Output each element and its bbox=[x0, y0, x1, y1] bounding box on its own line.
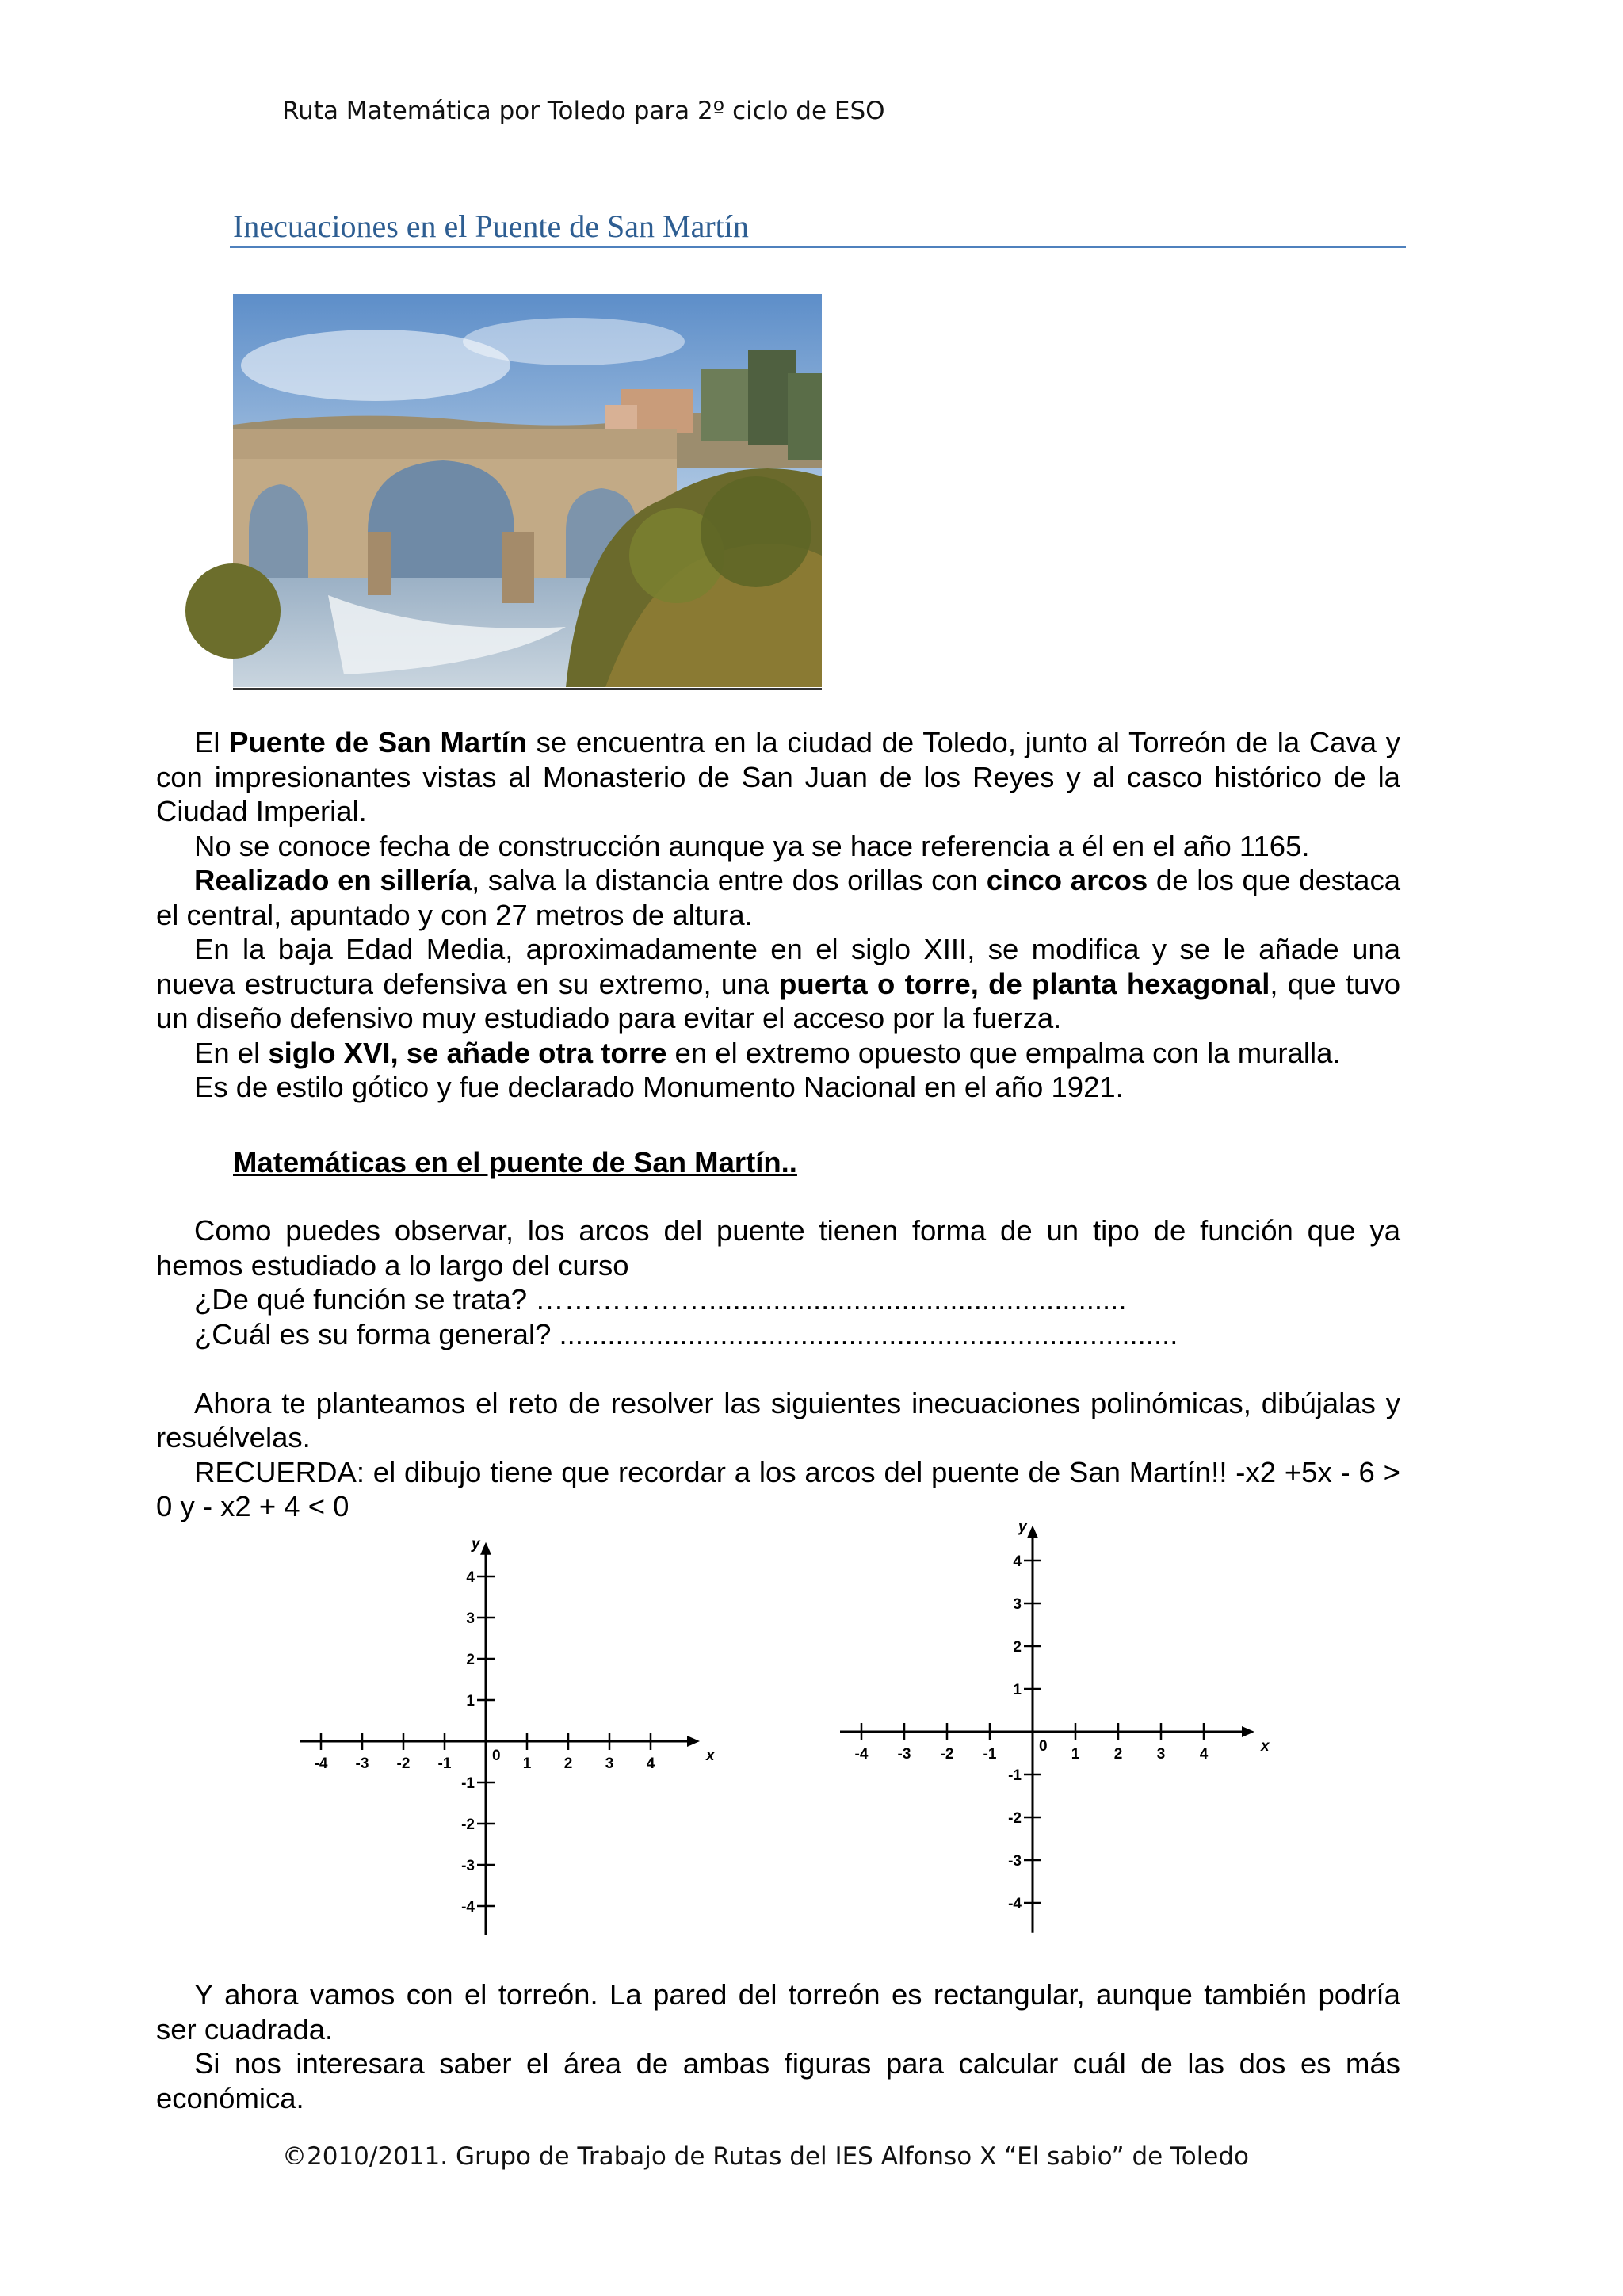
x-tick-label: -1 bbox=[437, 1755, 452, 1772]
intro-paragraph-6: Es de estilo gótico y fue declarado Monumento Nacional en el año 1921. bbox=[194, 1071, 1124, 1103]
intro-paragraph-4: En la baja Edad Media, aproximadamente en el siglo XIII, se modifica y se le añade una nueva estructura defensiva en su extremo, una puerta o torre, de planta hexagonal, que tuvo un diseño defensivo muy estudiado para evitar el acceso por la fuerza. bbox=[156, 933, 1401, 1034]
y-tick-label: -3 bbox=[461, 1858, 475, 1874]
intro-paragraph-5: En el siglo XVI, se añade otra torre en el extremo opuesto que empalma con la muralla. bbox=[194, 1036, 1341, 1069]
y-tick-label: -4 bbox=[461, 1899, 475, 1916]
x-axis-arrow bbox=[687, 1736, 700, 1747]
page-title: Inecuaciones en el Puente de San Martín bbox=[233, 208, 749, 244]
y-tick-label: 4 bbox=[1013, 1553, 1022, 1570]
x-tick-label: 1 bbox=[522, 1755, 532, 1772]
closing-text bbox=[156, 1977, 1400, 2115]
y-axis-arrow bbox=[480, 1542, 491, 1555]
y-tick-label: -2 bbox=[1008, 1810, 1022, 1827]
intro-paragraph-1: El Puente de San Martín se encuentra en la ciudad de Toledo, junto al Torreón de la Cava y con impresionantes vistas al Monasterio de San Juan de los Reyes y al casco histórico de la Ciudad Imperial. bbox=[156, 726, 1400, 827]
y-tick-label: 3 bbox=[466, 1610, 475, 1627]
y-tick-label: -4 bbox=[1008, 1896, 1022, 1912]
x-tick-label: -2 bbox=[940, 1746, 954, 1763]
x-tick-label: 3 bbox=[605, 1755, 614, 1772]
coordinate-axes-right bbox=[820, 1519, 1270, 1942]
question-function-type: ¿De qué función se trata? ……………….................................................... bbox=[194, 1283, 1127, 1316]
y-tick-label: 4 bbox=[466, 1569, 475, 1586]
coordinate-axes-left bbox=[285, 1535, 715, 1942]
x-tick-label: 3 bbox=[1156, 1746, 1166, 1763]
x-axis-label: x bbox=[1261, 1738, 1270, 1755]
math-paragraph-remember: RECUERDA: el dibujo tiene que recordar a los arcos del puente de San Martín!! -x2 +5x - 6 > 0 y - x2 + 4 < 0 bbox=[156, 1455, 1400, 1522]
bridge-illustration bbox=[233, 294, 822, 687]
y-axis-arrow bbox=[1027, 1526, 1038, 1538]
closing-paragraph-1: Y ahora vamos con el torreón. La pared del torreón es rectangular, aunque también podría ser cuadrada. bbox=[156, 1978, 1400, 2046]
intro-text bbox=[156, 725, 1400, 1105]
y-tick-label: 3 bbox=[1013, 1596, 1022, 1613]
y-tick-label: 2 bbox=[466, 1652, 475, 1668]
x-axis-arrow bbox=[1242, 1726, 1254, 1737]
y-tick-label: 1 bbox=[1013, 1682, 1022, 1698]
math-text bbox=[156, 1213, 1400, 1524]
x-axis-label: x bbox=[706, 1748, 715, 1764]
y-tick-label: -2 bbox=[461, 1817, 475, 1833]
y-tick-label: 2 bbox=[1013, 1639, 1022, 1656]
blank-line bbox=[156, 1351, 1400, 1386]
axes-left-group bbox=[300, 1536, 716, 1935]
math-paragraph-challenge: Ahora te planteamos el reto de resolver las siguientes inecuaciones polinómicas, dibújalas y resuélvelas. bbox=[156, 1386, 1400, 1454]
y-tick-label: -3 bbox=[1008, 1853, 1022, 1870]
x-tick-label: 4 bbox=[646, 1755, 655, 1772]
intro-paragraph-3: Realizado en sillería, salva la distancia entre dos orillas con cinco arcos de los que destaca el central, apuntado y con 27 metros de altura. bbox=[156, 864, 1401, 931]
y-axis-label: y bbox=[472, 1535, 480, 1553]
x-tick-label: 1 bbox=[1071, 1746, 1080, 1763]
x-tick-label: -1 bbox=[983, 1746, 997, 1763]
intro-paragraph-2: No se conoce fecha de construcción aunque ya se hace referencia a él en el año 1165. bbox=[194, 829, 1310, 862]
y-tick-label: 1 bbox=[466, 1693, 475, 1710]
page-header: Ruta Matemática por Toledo para 2º ciclo de ESO bbox=[282, 97, 885, 125]
origin-label: 0 bbox=[492, 1748, 501, 1764]
axes-right-group bbox=[840, 1519, 1270, 1933]
photo-rule bbox=[233, 688, 822, 690]
page-footer: ©2010/2011. Grupo de Trabajo de Rutas del IES Alfonso X “El sabio” de Toledo bbox=[282, 2142, 1250, 2171]
x-tick-label: -3 bbox=[355, 1755, 369, 1772]
x-tick-label: -3 bbox=[897, 1746, 911, 1763]
section-heading: Matemáticas en el puente de San Martín.. bbox=[233, 1146, 797, 1179]
closing-paragraph-2: Si nos interesara saber el área de ambas figuras para calcular cuál de las dos es más económica. bbox=[156, 2047, 1400, 2115]
x-tick-label: -4 bbox=[314, 1755, 328, 1772]
origin-label: 0 bbox=[1039, 1738, 1048, 1755]
title-underline bbox=[230, 246, 1406, 248]
y-tick-label: -1 bbox=[461, 1775, 475, 1792]
x-tick-label: -4 bbox=[854, 1746, 869, 1763]
y-tick-label: -1 bbox=[1008, 1767, 1022, 1784]
math-paragraph-1: Como puedes observar, los arcos del puente tienen forma de un tipo de función que ya hemos estudiado a lo largo del curso bbox=[156, 1214, 1400, 1282]
x-tick-label: 2 bbox=[563, 1755, 573, 1772]
y-axis-label: y bbox=[1018, 1519, 1027, 1536]
x-tick-label: 2 bbox=[1113, 1746, 1123, 1763]
x-tick-label: 4 bbox=[1199, 1746, 1209, 1763]
bridge-photo bbox=[233, 294, 822, 687]
question-general-form: ¿Cuál es su forma general? ............................................................................. bbox=[194, 1317, 1178, 1350]
x-tick-label: -2 bbox=[396, 1755, 411, 1772]
